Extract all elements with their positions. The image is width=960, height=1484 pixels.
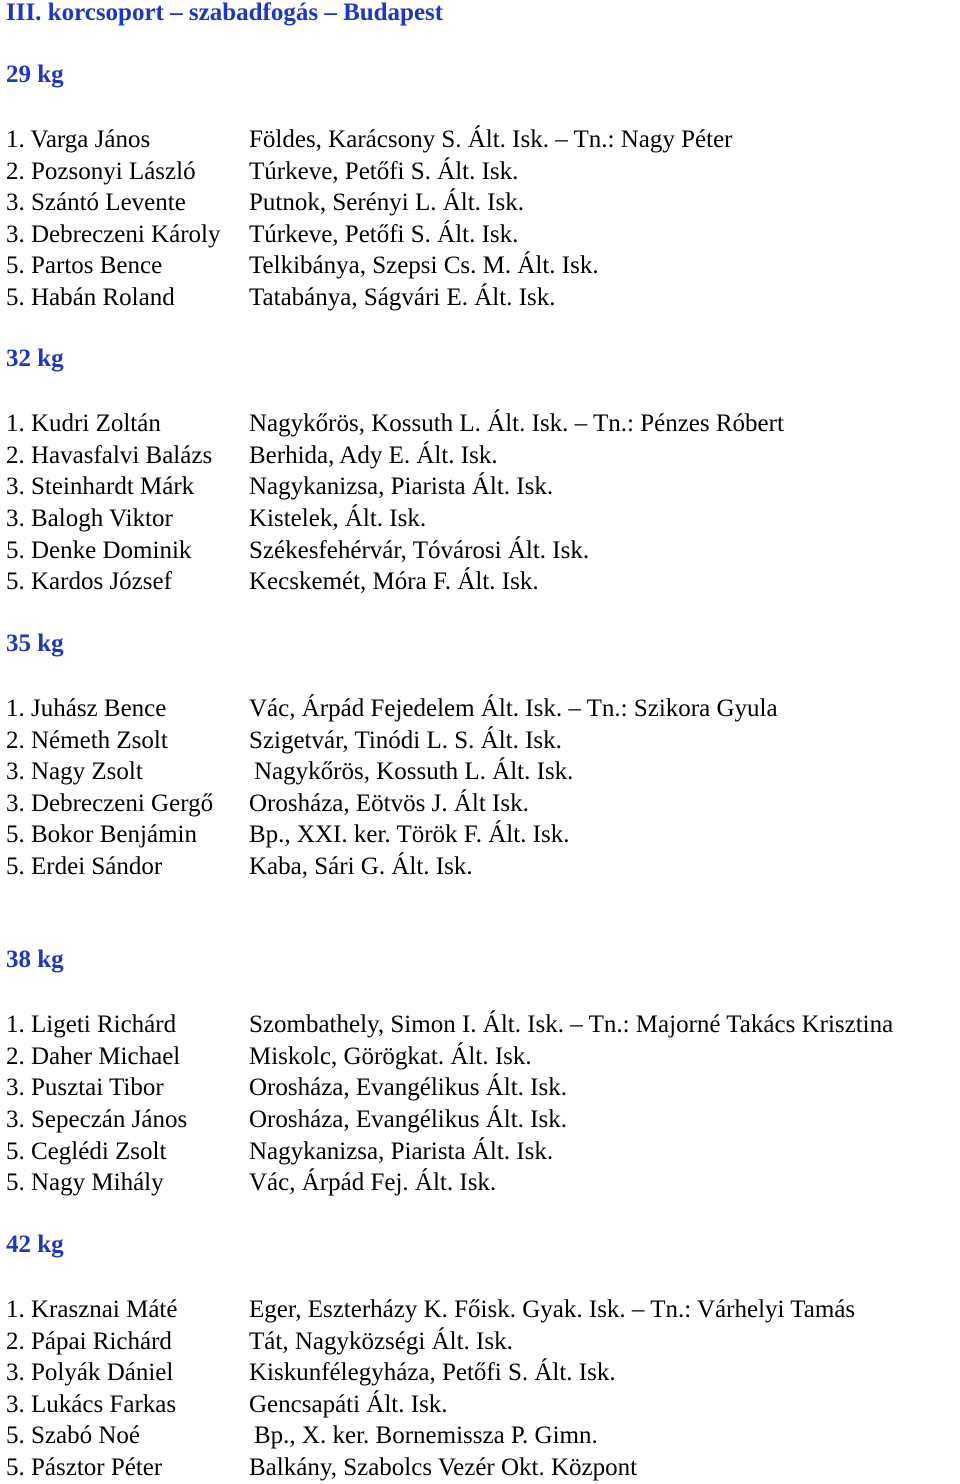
result-row bbox=[6, 440, 960, 471]
result-row bbox=[6, 1167, 960, 1198]
wrestler-name: 5. Partos Bence bbox=[6, 252, 163, 279]
result-row bbox=[6, 788, 960, 819]
result-row bbox=[6, 1009, 960, 1040]
result-row bbox=[6, 408, 960, 439]
wrestler-name: 3. Pusztai Tibor bbox=[6, 1074, 164, 1101]
wrestler-name: 2. Németh Zsolt bbox=[6, 727, 168, 754]
wrestler-name: 2. Havasfalvi Balázs bbox=[6, 442, 213, 469]
wrestler-name: 1. Varga János bbox=[6, 126, 151, 153]
wrestler-name: 2. Daher Michael bbox=[6, 1043, 181, 1070]
wrestler-name: 3. Lukács Farkas bbox=[6, 1391, 177, 1418]
wrestler-name: 5. Nagy Mihály bbox=[6, 1169, 164, 1196]
wrestler-name: 5. Szabó Noé bbox=[6, 1422, 140, 1449]
result-row bbox=[6, 851, 960, 882]
wrestler-name: 3. Debreczeni Károly bbox=[6, 221, 221, 248]
result-row bbox=[6, 124, 960, 155]
club-name: Nagykőrös, Kossuth L. Ált. Isk. – Tn.: Pénzes Róbert bbox=[249, 410, 784, 437]
club-name: Székesfehérvár, Tóvárosi Ált. Isk. bbox=[249, 537, 590, 564]
club-name: Vác, Árpád Fejedelem Ált. Isk. – Tn.: Szikora Gyula bbox=[249, 695, 778, 722]
result-row bbox=[6, 250, 960, 281]
result-row bbox=[6, 819, 960, 850]
club-name: Orosháza, Eötvös J. Ált Isk. bbox=[249, 790, 529, 817]
result-row bbox=[6, 535, 960, 566]
club-name: Kistelek, Ált. Isk. bbox=[249, 505, 427, 532]
weight-heading-35kg: 35 kg bbox=[6, 630, 64, 657]
weight-heading-29kg: 29 kg bbox=[6, 61, 64, 88]
result-row bbox=[6, 219, 960, 250]
result-row bbox=[6, 1072, 960, 1103]
club-name: Földes, Karácsony S. Ált. Isk. – Tn.: Nagy Péter bbox=[249, 126, 733, 153]
result-row bbox=[6, 1041, 960, 1072]
club-name: Miskolc, Görögkat. Ált. Isk. bbox=[249, 1043, 532, 1070]
result-row bbox=[6, 1452, 960, 1483]
result-row bbox=[6, 1326, 960, 1357]
wrestler-name: 5. Denke Dominik bbox=[6, 537, 192, 564]
club-name: Telkibánya, Szepsi Cs. M. Ált. Isk. bbox=[249, 252, 599, 279]
wrestler-name: 1. Juhász Bence bbox=[6, 695, 167, 722]
result-row bbox=[6, 566, 960, 597]
page-title: III. korcsoport – szabadfogás – Budapest bbox=[6, 0, 444, 26]
club-name: Orosháza, Evangélikus Ált. Isk. bbox=[249, 1106, 567, 1133]
club-name: Balkány, Szabolcs Vezér Okt. Központ bbox=[249, 1454, 638, 1481]
wrestler-name: 3. Balogh Viktor bbox=[6, 505, 173, 532]
result-row bbox=[6, 471, 960, 502]
result-row bbox=[6, 693, 960, 724]
club-name: Putnok, Serényi L. Ált. Isk. bbox=[249, 189, 524, 216]
club-name: Kaba, Sári G. Ált. Isk. bbox=[249, 853, 473, 880]
club-name: Kiskunfélegyháza, Petőfi S. Ált. Isk. bbox=[249, 1359, 616, 1386]
wrestler-name: 1. Krasznai Máté bbox=[6, 1296, 178, 1323]
club-name: Orosháza, Evangélikus Ált. Isk. bbox=[249, 1074, 567, 1101]
club-name: Bp., X. ker. Bornemissza P. Gimn. bbox=[254, 1422, 598, 1449]
club-name: Vác, Árpád Fej. Ált. Isk. bbox=[249, 1169, 497, 1196]
wrestler-name: 2. Pápai Richárd bbox=[6, 1328, 172, 1355]
club-name: Eger, Eszterházy K. Főisk. Gyak. Isk. – Tn.: Várhelyi Tamás bbox=[249, 1296, 856, 1323]
club-name: Berhida, Ady E. Ált. Isk. bbox=[249, 442, 498, 469]
club-name: Nagykanizsa, Piarista Ált. Isk. bbox=[249, 473, 554, 500]
wrestler-name: 5. Ceglédi Zsolt bbox=[6, 1138, 167, 1165]
club-name: Túrkeve, Petőfi S. Ált. Isk. bbox=[249, 221, 519, 248]
club-name: Kecskemét, Móra F. Ált. Isk. bbox=[249, 568, 539, 595]
club-name: Bp., XXI. ker. Török F. Ált. Isk. bbox=[249, 821, 570, 848]
wrestler-name: 5. Pásztor Péter bbox=[6, 1454, 163, 1481]
wrestler-name: 3. Steinhardt Márk bbox=[6, 473, 195, 500]
club-name: Szigetvár, Tinódi L. S. Ált. Isk. bbox=[249, 727, 562, 754]
wrestler-name: 1. Kudri Zoltán bbox=[6, 410, 161, 437]
wrestler-name: 5. Kardos József bbox=[6, 568, 172, 595]
wrestler-name: 5. Habán Roland bbox=[6, 284, 175, 311]
wrestler-name: 2. Pozsonyi László bbox=[6, 158, 196, 185]
result-row bbox=[6, 503, 960, 534]
club-name: Tatabánya, Ságvári E. Ált. Isk. bbox=[249, 284, 556, 311]
club-name: Szombathely, Simon I. Ált. Isk. – Tn.: Majorné Takács Krisztina bbox=[249, 1011, 894, 1038]
club-name: Nagykőrös, Kossuth L. Ált. Isk. bbox=[254, 758, 574, 785]
result-row bbox=[6, 1357, 960, 1388]
result-row bbox=[6, 1420, 960, 1451]
result-row bbox=[6, 725, 960, 756]
weight-heading-38kg: 38 kg bbox=[6, 946, 64, 973]
club-name: Nagykanizsa, Piarista Ált. Isk. bbox=[249, 1138, 554, 1165]
wrestler-name: 3. Polyák Dániel bbox=[6, 1359, 174, 1386]
wrestler-name: 3. Nagy Zsolt bbox=[6, 758, 143, 785]
club-name: Tát, Nagyközségi Ált. Isk. bbox=[249, 1328, 513, 1355]
result-row bbox=[6, 187, 960, 218]
wrestler-name: 5. Bokor Benjámin bbox=[6, 821, 197, 848]
club-name: Gencsapáti Ált. Isk. bbox=[249, 1391, 448, 1418]
result-row bbox=[6, 1389, 960, 1420]
club-name: Túrkeve, Petőfi S. Ált. Isk. bbox=[249, 158, 519, 185]
result-row bbox=[6, 1294, 960, 1325]
wrestler-name: 3. Sepeczán János bbox=[6, 1106, 188, 1133]
result-row bbox=[6, 756, 960, 787]
wrestler-name: 5. Erdei Sándor bbox=[6, 853, 163, 880]
result-row bbox=[6, 156, 960, 187]
wrestler-name: 3. Szántó Levente bbox=[6, 189, 186, 216]
result-row bbox=[6, 1104, 960, 1135]
weight-heading-42kg: 42 kg bbox=[6, 1231, 64, 1258]
result-row bbox=[6, 1136, 960, 1167]
weight-heading-32kg: 32 kg bbox=[6, 345, 64, 372]
wrestler-name: 1. Ligeti Richárd bbox=[6, 1011, 177, 1038]
result-row bbox=[6, 282, 960, 313]
wrestler-name: 3. Debreczeni Gergő bbox=[6, 790, 214, 817]
